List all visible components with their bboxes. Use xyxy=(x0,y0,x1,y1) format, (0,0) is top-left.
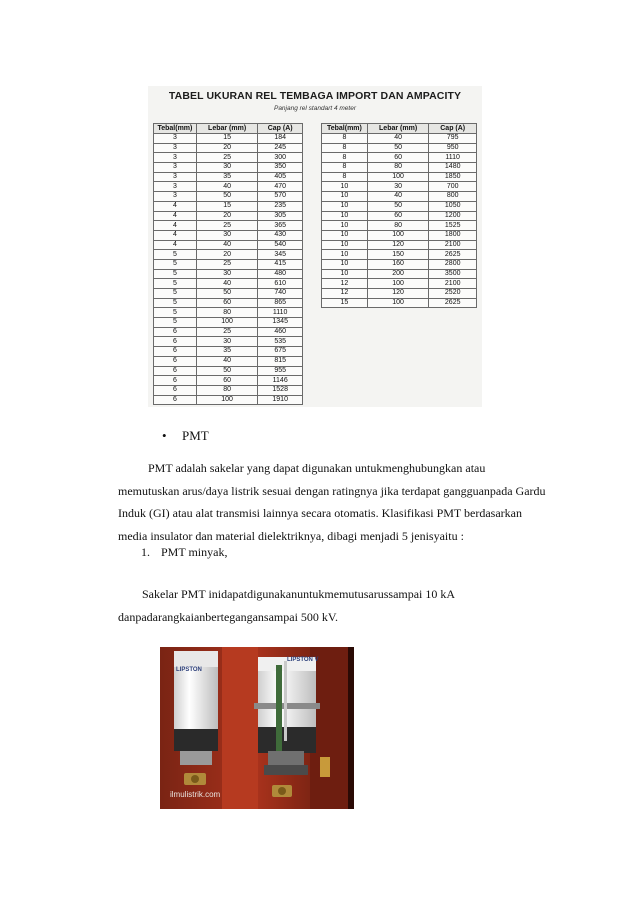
cell-cap: 3500 xyxy=(429,269,477,279)
table-title: TABEL UKURAN REL TEMBAGA IMPORT DAN AMPACITY xyxy=(168,90,462,102)
table-row xyxy=(154,318,303,328)
table-row xyxy=(322,211,477,221)
cell-cap: 800 xyxy=(429,192,477,202)
cell-lebar: 100 xyxy=(367,230,429,240)
cell-tebal: 4 xyxy=(154,240,197,250)
cell-tebal: 5 xyxy=(154,318,197,328)
busbar-table-image xyxy=(148,86,482,407)
cell-cap: 350 xyxy=(258,163,303,173)
table-row xyxy=(154,308,303,318)
table-row xyxy=(322,134,477,144)
cell-tebal: 10 xyxy=(322,230,368,240)
cell-cap: 950 xyxy=(429,143,477,153)
cell-lebar: 40 xyxy=(196,279,258,289)
cell-cap: 1910 xyxy=(258,395,303,405)
cell-cap: 480 xyxy=(258,269,303,279)
table-row xyxy=(322,279,477,289)
table-row xyxy=(322,192,477,202)
cell-tebal: 6 xyxy=(154,327,197,337)
cell-cap: 2520 xyxy=(429,289,477,299)
cell-cap: 470 xyxy=(258,182,303,192)
cell-lebar: 30 xyxy=(196,269,258,279)
table-row xyxy=(154,259,303,269)
cell-lebar: 150 xyxy=(367,250,429,260)
table-row xyxy=(154,376,303,386)
cell-cap: 795 xyxy=(429,134,477,144)
cell-cap: 865 xyxy=(258,298,303,308)
cell-tebal: 6 xyxy=(154,337,197,347)
table-row xyxy=(154,134,303,144)
cell-cap: 815 xyxy=(258,356,303,366)
cell-lebar: 100 xyxy=(196,395,258,405)
cell-cap: 345 xyxy=(258,250,303,260)
table-row xyxy=(154,201,303,211)
table-row xyxy=(322,240,477,250)
table-row xyxy=(154,221,303,231)
cell-cap: 305 xyxy=(258,211,303,221)
cell-lebar: 80 xyxy=(196,308,258,318)
cell-lebar: 25 xyxy=(196,221,258,231)
cell-lebar: 40 xyxy=(367,192,429,202)
cell-cap: 415 xyxy=(258,259,303,269)
cell-lebar: 15 xyxy=(196,134,258,144)
cell-cap: 955 xyxy=(258,366,303,376)
cell-tebal: 8 xyxy=(322,143,368,153)
paragraph-line: Induk (GI) atau alat transmisi lainnya secara otomatis. Klasifikasi PMT berdasarkan xyxy=(118,506,522,520)
table-row xyxy=(154,385,303,395)
cell-tebal: 6 xyxy=(154,356,197,366)
cell-lebar: 15 xyxy=(196,201,258,211)
cell-cap: 405 xyxy=(258,172,303,182)
cell-lebar: 50 xyxy=(367,201,429,211)
table-row xyxy=(154,279,303,289)
cell-lebar: 30 xyxy=(196,337,258,347)
cell-tebal: 6 xyxy=(154,395,197,405)
cell-tebal: 3 xyxy=(154,192,197,202)
cell-tebal: 10 xyxy=(322,201,368,211)
cell-cap: 1345 xyxy=(258,318,303,328)
cell-cap: 2100 xyxy=(429,279,477,289)
numbered-item-pmt-minyak xyxy=(141,545,227,560)
cell-cap: 740 xyxy=(258,289,303,299)
cell-cap: 570 xyxy=(258,192,303,202)
table-row xyxy=(154,163,303,173)
cell-tebal: 4 xyxy=(154,221,197,231)
cell-lebar: 40 xyxy=(196,240,258,250)
table-row xyxy=(154,327,303,337)
cell-lebar: 20 xyxy=(196,250,258,260)
cell-cap: 1525 xyxy=(429,221,477,231)
table-row xyxy=(322,298,477,308)
table-subtitle: Panjang rel standart 4 meter xyxy=(273,105,357,112)
cell-tebal: 4 xyxy=(154,211,197,221)
cell-lebar: 120 xyxy=(367,240,429,250)
cell-lebar: 30 xyxy=(196,163,258,173)
table-row xyxy=(322,182,477,192)
cell-cap: 1110 xyxy=(258,308,303,318)
cell-lebar: 50 xyxy=(196,366,258,376)
table-row xyxy=(154,240,303,250)
paragraph-line: media insulator dan material dielektriknya, dibagi menjadi 5 jenisyaitu : xyxy=(118,528,464,543)
list-text: PMT minyak, xyxy=(161,545,228,559)
cell-lebar: 20 xyxy=(196,211,258,221)
cell-tebal: 8 xyxy=(322,172,368,182)
header-tebal: Tebal(mm) xyxy=(154,124,197,134)
cell-tebal: 4 xyxy=(154,201,197,211)
header-cap: Cap (A) xyxy=(258,124,303,134)
cell-tebal: 5 xyxy=(154,269,197,279)
cell-tebal: 15 xyxy=(322,298,368,308)
cell-tebal: 3 xyxy=(154,163,197,173)
cell-cap: 365 xyxy=(258,221,303,231)
table-row xyxy=(154,289,303,299)
oil-circuit-breaker-photo xyxy=(160,647,354,809)
table-row xyxy=(322,201,477,211)
cell-lebar: 80 xyxy=(367,221,429,231)
cell-tebal: 10 xyxy=(322,259,368,269)
cell-tebal: 5 xyxy=(154,250,197,260)
cell-lebar: 25 xyxy=(196,327,258,337)
cell-tebal: 10 xyxy=(322,250,368,260)
cell-tebal: 10 xyxy=(322,240,368,250)
table-row xyxy=(322,289,477,299)
cell-cap: 1110 xyxy=(429,153,477,163)
cell-lebar: 160 xyxy=(367,259,429,269)
table-row xyxy=(154,250,303,260)
table-row xyxy=(322,163,477,173)
table-row xyxy=(322,143,477,153)
cell-tebal: 8 xyxy=(322,163,368,173)
pmt-definition-paragraph xyxy=(118,457,546,547)
cell-cap: 675 xyxy=(258,347,303,357)
cell-tebal: 6 xyxy=(154,385,197,395)
cell-cap: 1146 xyxy=(258,376,303,386)
cell-lebar: 20 xyxy=(196,143,258,153)
header-lebar: Lebar (mm) xyxy=(196,124,258,134)
cell-cap: 430 xyxy=(258,230,303,240)
cell-cap: 235 xyxy=(258,201,303,211)
table-row xyxy=(322,230,477,240)
cell-tebal: 3 xyxy=(154,134,197,144)
paragraph-line: Sakelar PMT inidapatdigunakanuntukmemutusarussampai 10 kA xyxy=(142,587,456,601)
cell-tebal: 5 xyxy=(154,298,197,308)
cell-cap: 1800 xyxy=(429,230,477,240)
table-row xyxy=(154,211,303,221)
cell-tebal: 5 xyxy=(154,289,197,299)
cell-cap: 1528 xyxy=(258,385,303,395)
table-row xyxy=(154,395,303,405)
cell-cap: 535 xyxy=(258,337,303,347)
cell-tebal: 10 xyxy=(322,182,368,192)
cell-tebal: 12 xyxy=(322,289,368,299)
cell-tebal: 4 xyxy=(154,230,197,240)
table-row xyxy=(154,143,303,153)
table-row xyxy=(154,269,303,279)
cell-lebar: 50 xyxy=(196,192,258,202)
table-row xyxy=(154,230,303,240)
cell-cap: 184 xyxy=(258,134,303,144)
table-header-row xyxy=(154,124,303,134)
cell-lebar: 200 xyxy=(367,269,429,279)
cell-cap: 2625 xyxy=(429,250,477,260)
cell-cap: 300 xyxy=(258,153,303,163)
paragraph-line: PMT adalah sakelar yang dapat digunakan untukmenghubungkan atau xyxy=(148,461,486,475)
busbar-table-right xyxy=(321,123,477,308)
cell-tebal: 10 xyxy=(322,192,368,202)
table-row xyxy=(154,172,303,182)
pmt-minyak-paragraph xyxy=(118,583,538,628)
table-row xyxy=(154,153,303,163)
cell-lebar: 100 xyxy=(367,279,429,289)
table-row xyxy=(154,298,303,308)
cell-tebal: 8 xyxy=(322,153,368,163)
cell-lebar: 80 xyxy=(196,385,258,395)
cell-cap: 610 xyxy=(258,279,303,289)
cell-cap: 2800 xyxy=(429,259,477,269)
cell-lebar: 35 xyxy=(196,347,258,357)
cell-tebal: 3 xyxy=(154,182,197,192)
cell-lebar: 100 xyxy=(367,172,429,182)
table-header-row xyxy=(322,124,477,134)
header-cap: Cap (A) xyxy=(429,124,477,134)
table-row xyxy=(322,269,477,279)
table-row xyxy=(322,221,477,231)
cell-lebar: 40 xyxy=(367,134,429,144)
table-row xyxy=(322,172,477,182)
list-number: 1. xyxy=(141,545,150,559)
paragraph-line: danpadarangkaianbertegangansampai 500 kV. xyxy=(118,609,339,624)
cell-lebar: 60 xyxy=(367,153,429,163)
cell-lebar: 60 xyxy=(196,298,258,308)
cell-tebal: 5 xyxy=(154,259,197,269)
cell-lebar: 50 xyxy=(196,289,258,299)
header-tebal: Tebal(mm) xyxy=(322,124,368,134)
cell-lebar: 25 xyxy=(196,259,258,269)
cell-cap: 1200 xyxy=(429,211,477,221)
table-row xyxy=(154,337,303,347)
brand-label-left: LIPSTON xyxy=(176,667,202,673)
cell-lebar: 40 xyxy=(196,182,258,192)
watermark-text: ilmulistrik.com xyxy=(170,790,221,799)
table-row xyxy=(154,356,303,366)
cell-lebar: 120 xyxy=(367,289,429,299)
table-row xyxy=(154,182,303,192)
cell-lebar: 35 xyxy=(196,172,258,182)
cell-tebal: 6 xyxy=(154,366,197,376)
cell-tebal: 8 xyxy=(322,134,368,144)
cell-lebar: 25 xyxy=(196,153,258,163)
cell-tebal: 10 xyxy=(322,269,368,279)
cell-cap: 2100 xyxy=(429,240,477,250)
table-row xyxy=(322,259,477,269)
busbar-table-left xyxy=(153,123,303,405)
cell-lebar: 60 xyxy=(367,211,429,221)
cell-cap: 1480 xyxy=(429,163,477,173)
cell-lebar: 60 xyxy=(196,376,258,386)
cell-tebal: 10 xyxy=(322,211,368,221)
cell-cap: 540 xyxy=(258,240,303,250)
cell-lebar: 80 xyxy=(367,163,429,173)
cell-tebal: 6 xyxy=(154,376,197,386)
cell-tebal: 3 xyxy=(154,143,197,153)
paragraph-line: memutuskan arus/daya listrik sesuai dengan ratingnya jika terdapat gangguanpada Gardu xyxy=(118,483,546,498)
cell-lebar: 100 xyxy=(196,318,258,328)
cell-lebar: 40 xyxy=(196,356,258,366)
cell-cap: 700 xyxy=(429,182,477,192)
table-row xyxy=(322,250,477,260)
header-lebar: Lebar (mm) xyxy=(367,124,429,134)
table-row xyxy=(322,153,477,163)
cell-cap: 1050 xyxy=(429,201,477,211)
cell-cap: 1850 xyxy=(429,172,477,182)
cell-lebar: 100 xyxy=(367,298,429,308)
cell-tebal: 12 xyxy=(322,279,368,289)
cell-tebal: 5 xyxy=(154,308,197,318)
cell-lebar: 30 xyxy=(367,182,429,192)
cell-lebar: 50 xyxy=(367,143,429,153)
cell-tebal: 5 xyxy=(154,279,197,289)
bullet-text: PMT xyxy=(182,428,209,443)
bullet-dot-icon: • xyxy=(162,428,167,443)
brand-label-right: LIPSTON V xyxy=(287,657,319,663)
cell-tebal: 6 xyxy=(154,347,197,357)
cell-tebal: 3 xyxy=(154,172,197,182)
table-row xyxy=(154,347,303,357)
table-row xyxy=(154,192,303,202)
cell-tebal: 3 xyxy=(154,153,197,163)
cell-tebal: 10 xyxy=(322,221,368,231)
cell-cap: 460 xyxy=(258,327,303,337)
cell-cap: 245 xyxy=(258,143,303,153)
cell-cap: 2625 xyxy=(429,298,477,308)
table-row xyxy=(154,366,303,376)
cell-lebar: 30 xyxy=(196,230,258,240)
